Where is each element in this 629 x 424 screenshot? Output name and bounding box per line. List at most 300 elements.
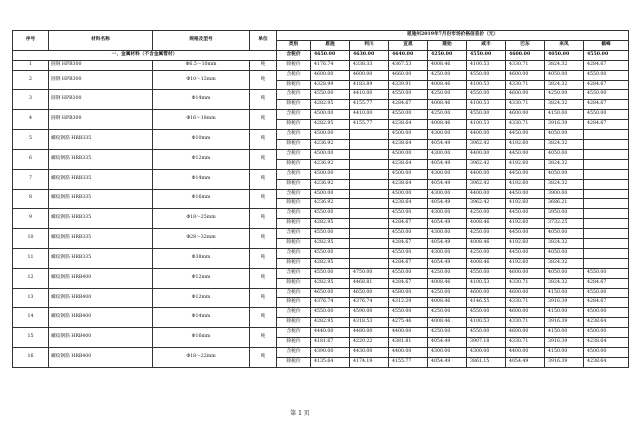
- price-cell: [350, 149, 389, 159]
- price-cell: 4282.95: [311, 120, 350, 130]
- price-cell: 4330.71: [506, 80, 545, 90]
- price-cell: 4390.00: [311, 348, 350, 358]
- price-type-label: 除税价: [277, 159, 311, 169]
- price-cell: 4400.00: [467, 169, 506, 179]
- price-cell: 4282.95: [311, 278, 350, 288]
- material-unit: 吨: [250, 60, 277, 70]
- price-cell: 4282.95: [311, 100, 350, 110]
- price-cell: 4155.77: [389, 357, 428, 367]
- price-cell: 4150.00: [545, 348, 584, 358]
- price-cell: 4284.67: [389, 239, 428, 249]
- price-cell: 4275.46: [389, 318, 428, 328]
- price-cell: 4550.00: [584, 110, 629, 120]
- material-unit: 吨: [250, 90, 277, 110]
- price-cell: 4181.67: [311, 338, 350, 348]
- row-number: 7: [13, 169, 49, 189]
- price-cell: [584, 139, 629, 149]
- material-spec: Φ14mm: [153, 169, 250, 189]
- price-type-label: 含税价: [277, 90, 311, 100]
- material-spec: Φ12mm: [153, 288, 250, 308]
- price-cell: 4155.77: [350, 120, 389, 130]
- price-type-label: 含税价: [277, 268, 311, 278]
- price-cell: 4500.00: [311, 169, 350, 179]
- price-cell: 3950.00: [545, 209, 584, 219]
- price-cell: 4450.00: [506, 149, 545, 159]
- price-cell: 4050.00: [545, 130, 584, 140]
- price-cell: 4500.00: [389, 130, 428, 140]
- price-cell: 4300.00: [428, 149, 467, 159]
- price-cell: 4146.55: [467, 298, 506, 308]
- price-cell: 4236.92: [311, 139, 350, 149]
- table-row: [13, 189, 629, 199]
- price-cell: 4100.53: [467, 100, 506, 110]
- price-cell: 4300.00: [428, 169, 467, 179]
- material-name: 螺纹钢筋 HRB335: [49, 189, 153, 209]
- price-cell: 4600.00: [506, 288, 545, 298]
- price-cell: 4300.00: [428, 189, 467, 199]
- row-number: 6: [13, 149, 49, 169]
- price-cell: 4250.00: [467, 209, 506, 219]
- price-cell: 4054.49: [428, 199, 467, 209]
- price-cell: 4400.00: [467, 130, 506, 140]
- material-spec: Φ38mm: [153, 248, 250, 268]
- material-name: 圆钢 HPB300: [49, 70, 153, 90]
- price-cell: [350, 169, 389, 179]
- price-cell: 4400.00: [467, 189, 506, 199]
- price-cell: 4050.00: [545, 268, 584, 278]
- price-cell: 4050.00: [545, 169, 584, 179]
- price-cell: 4480.00: [350, 328, 389, 338]
- material-name: 圆钢 HPB300: [49, 60, 153, 70]
- row-number: 12: [13, 268, 49, 288]
- price-type-label: 含税价: [277, 50, 311, 60]
- price-cell: 4192.60: [506, 258, 545, 268]
- material-unit: 吨: [250, 288, 277, 308]
- col-header-region: 宣恩: [389, 40, 428, 50]
- price-type-label: 含税价: [277, 189, 311, 199]
- price-cell: 4183.89: [350, 80, 389, 90]
- price-cell: 4550.00: [311, 209, 350, 219]
- price-cell: 4550.00: [584, 70, 629, 80]
- material-name: 螺纹钢筋 HRB335: [49, 229, 153, 249]
- price-cell: 3824.32: [545, 100, 584, 110]
- price-cell: 4450.00: [506, 189, 545, 199]
- price-cell: 3824.32: [545, 60, 584, 70]
- price-cell: 4550.00: [467, 90, 506, 100]
- price-cell: 4600.00: [311, 70, 350, 80]
- table-row: [13, 328, 629, 338]
- price-cell: [350, 239, 389, 249]
- price-cell: 4550.00: [389, 110, 428, 120]
- material-name: 螺纹钢筋 HRB335: [49, 130, 153, 150]
- price-cell: [584, 219, 629, 229]
- price-cell: 4250.00: [428, 50, 467, 60]
- table-row: [13, 60, 629, 70]
- material-unit: 吨: [250, 308, 277, 328]
- price-cell: [350, 229, 389, 239]
- material-name: 螺纹钢筋 HRB335: [49, 149, 153, 169]
- header-row-1: [13, 31, 629, 41]
- price-cell: 4410.00: [350, 110, 389, 120]
- price-cell: 4500.00: [389, 149, 428, 159]
- price-cell: 4450.00: [506, 248, 545, 258]
- price-cell: 3824.32: [545, 179, 584, 189]
- price-cell: 4550.00: [467, 328, 506, 338]
- price-type-label: 除税价: [277, 199, 311, 209]
- col-header-region: 恩施: [311, 40, 350, 50]
- table-row: [13, 110, 629, 120]
- price-cell: 4250.00: [545, 90, 584, 100]
- price-cell: 4600.00: [506, 268, 545, 278]
- price-cell: 4550.00: [467, 308, 506, 318]
- price-cell: 4192.60: [506, 239, 545, 249]
- price-cell: 4150.00: [545, 288, 584, 298]
- price-cell: 4284.67: [584, 100, 629, 110]
- material-name: 螺纹钢筋 HRB400: [49, 268, 153, 288]
- price-cell: 4008.46: [428, 298, 467, 308]
- price-type-label: 含税价: [277, 130, 311, 140]
- price-cell: 4284.67: [389, 100, 428, 110]
- price-cell: 4282.95: [311, 239, 350, 249]
- price-sheet: [12, 30, 611, 368]
- price-cell: 4328.99: [311, 80, 350, 90]
- price-cell: 4008.46: [428, 60, 467, 70]
- table-row: [13, 149, 629, 159]
- price-cell: 4250.00: [428, 70, 467, 80]
- price-cell: [350, 209, 389, 219]
- table-row: [13, 348, 629, 358]
- price-cell: 4238.64: [584, 338, 629, 348]
- price-type-label: 除税价: [277, 80, 311, 90]
- price-table: [12, 30, 629, 368]
- price-cell: [584, 189, 629, 199]
- price-cell: 4100.53: [467, 278, 506, 288]
- price-cell: 3824.32: [545, 159, 584, 169]
- price-cell: 4318.53: [350, 318, 389, 328]
- price-cell: 4550.00: [467, 50, 506, 60]
- price-cell: [584, 239, 629, 249]
- material-unit: 吨: [250, 268, 277, 288]
- table-row: [13, 209, 629, 219]
- price-cell: 4284.67: [584, 120, 629, 130]
- material-name: 圆钢 HPB300: [49, 90, 153, 110]
- price-cell: 4400.00: [389, 328, 428, 338]
- price-type-label: 除税价: [277, 60, 311, 70]
- material-spec: Φ10mm: [153, 130, 250, 150]
- price-cell: 4330.71: [506, 60, 545, 70]
- price-cell: 4550.00: [584, 288, 629, 298]
- price-cell: 4250.00: [428, 288, 467, 298]
- price-cell: 3824.32: [545, 239, 584, 249]
- price-cell: 3824.32: [545, 278, 584, 288]
- price-cell: 4330.71: [506, 298, 545, 308]
- price-cell: 4100.53: [467, 120, 506, 130]
- price-cell: 4430.00: [350, 348, 389, 358]
- price-cell: 4440.00: [311, 328, 350, 338]
- price-cell: 3916.39: [545, 318, 584, 328]
- price-cell: 4450.00: [506, 130, 545, 140]
- price-cell: 4300.00: [428, 209, 467, 219]
- material-spec: Φ12mm: [153, 149, 250, 169]
- material-name: 螺纹钢筋 HRB400: [49, 348, 153, 368]
- page-footer: 第 1 页: [290, 410, 310, 417]
- price-cell: [584, 209, 629, 219]
- material-spec: Φ12mm: [153, 268, 250, 288]
- price-cell: 4135.64: [311, 357, 350, 367]
- price-cell: 4550.00: [584, 50, 629, 60]
- col-header-unit: 单位: [250, 31, 277, 51]
- price-cell: 4500.00: [389, 169, 428, 179]
- price-cell: 4008.46: [428, 318, 467, 328]
- price-cell: 4050.00: [545, 70, 584, 80]
- price-cell: 4650.00: [350, 288, 389, 298]
- col-header-spec: 规格及型号: [153, 31, 250, 51]
- price-cell: 4284.67: [584, 60, 629, 70]
- table-row: [13, 288, 629, 298]
- price-cell: 4600.00: [506, 90, 545, 100]
- price-cell: [584, 258, 629, 268]
- row-number: 4: [13, 110, 49, 130]
- price-cell: 3907.18: [467, 338, 506, 348]
- price-cell: 4250.00: [467, 248, 506, 258]
- price-cell: 4450.00: [506, 229, 545, 239]
- price-cell: [350, 219, 389, 229]
- price-cell: 4284.67: [584, 278, 629, 288]
- price-cell: 4008.46: [467, 239, 506, 249]
- price-type-label: 含税价: [277, 110, 311, 120]
- price-type-label: 除税价: [277, 100, 311, 110]
- table-row: [13, 229, 629, 239]
- price-type-label: 含税价: [277, 308, 311, 318]
- price-cell: 4250.00: [428, 268, 467, 278]
- price-cell: [584, 199, 629, 209]
- price-cell: 4550.00: [389, 229, 428, 239]
- price-cell: 4590.00: [350, 308, 389, 318]
- price-cell: 4284.67: [584, 298, 629, 308]
- material-spec: Φ16mm: [153, 328, 250, 348]
- col-header-region: 建始: [428, 40, 467, 50]
- price-cell: [584, 229, 629, 239]
- price-cell: 4550.00: [389, 209, 428, 219]
- price-cell: 4410.00: [350, 90, 389, 100]
- price-cell: 4450.00: [506, 209, 545, 219]
- price-cell: 4750.00: [350, 268, 389, 278]
- material-spec: Φ6.5～10mm: [153, 60, 250, 70]
- price-cell: 4250.00: [428, 328, 467, 338]
- price-type-label: 含税价: [277, 70, 311, 80]
- col-header-region: 鹤峰: [584, 40, 629, 50]
- price-cell: 4150.00: [545, 110, 584, 120]
- material-spec: Φ16mm: [153, 189, 250, 209]
- price-cell: 3861.15: [467, 357, 506, 367]
- price-cell: 4054.49: [428, 159, 467, 169]
- row-number: 13: [13, 288, 49, 308]
- price-cell: 4330.71: [506, 100, 545, 110]
- price-cell: 4284.67: [389, 278, 428, 288]
- price-cell: 4550.00: [389, 308, 428, 318]
- material-unit: 吨: [250, 209, 277, 229]
- price-cell: 4284.67: [389, 258, 428, 268]
- col-header-seq: 序号: [13, 31, 49, 51]
- material-spec: Φ18～22mm: [153, 348, 250, 368]
- price-type-label: 含税价: [277, 229, 311, 239]
- price-cell: 4550.00: [584, 268, 629, 278]
- price-cell: 4284.67: [389, 219, 428, 229]
- price-cell: [584, 248, 629, 258]
- price-cell: [350, 199, 389, 209]
- price-cell: 4008.46: [467, 219, 506, 229]
- material-name: 螺纹钢筋 HRB400: [49, 328, 153, 348]
- price-cell: 4367.53: [389, 60, 428, 70]
- price-cell: [350, 179, 389, 189]
- price-cell: 4054.49: [428, 239, 467, 249]
- table-body: [13, 50, 629, 367]
- price-cell: 4400.00: [506, 348, 545, 358]
- price-cell: [584, 169, 629, 179]
- price-cell: 4630.00: [350, 50, 389, 60]
- material-spec: Φ10～12mm: [153, 70, 250, 90]
- material-unit: 吨: [250, 348, 277, 368]
- price-cell: [350, 130, 389, 140]
- price-cell: 4660.00: [389, 70, 428, 80]
- material-name: 螺纹钢筋 HRB400: [49, 288, 153, 308]
- price-cell: [584, 130, 629, 140]
- price-cell: 4300.00: [428, 348, 467, 358]
- table-row: [13, 70, 629, 80]
- price-cell: 4330.71: [506, 278, 545, 288]
- price-cell: 4054.49: [428, 179, 467, 189]
- price-type-label: 含税价: [277, 248, 311, 258]
- material-name: 螺纹钢筋 HRB335: [49, 209, 153, 229]
- price-cell: 4500.00: [311, 130, 350, 140]
- price-cell: 4338.33: [350, 60, 389, 70]
- price-cell: 4330.71: [506, 120, 545, 130]
- table-row: [13, 130, 629, 140]
- price-cell: 4300.00: [467, 348, 506, 358]
- price-cell: 4150.00: [545, 328, 584, 338]
- price-cell: 3962.42: [467, 199, 506, 209]
- price-cell: 4330.71: [506, 338, 545, 348]
- row-number: 2: [13, 70, 49, 90]
- price-type-label: 除税价: [277, 139, 311, 149]
- price-cell: 4100.53: [467, 80, 506, 90]
- price-cell: [584, 159, 629, 169]
- price-cell: 3962.42: [467, 159, 506, 169]
- row-number: 10: [13, 229, 49, 249]
- price-cell: 4192.60: [506, 139, 545, 149]
- price-cell: 4054.49: [506, 357, 545, 367]
- price-type-label: 除税价: [277, 239, 311, 249]
- row-number: 15: [13, 328, 49, 348]
- row-number: 5: [13, 130, 49, 150]
- price-cell: 4300.00: [428, 248, 467, 258]
- price-cell: 4550.00: [389, 248, 428, 258]
- price-cell: 4192.60: [506, 199, 545, 209]
- price-cell: 4550.00: [311, 90, 350, 100]
- price-cell: 4312.29: [389, 298, 428, 308]
- price-cell: [350, 189, 389, 199]
- row-number: 3: [13, 90, 49, 110]
- material-spec: Φ14mm: [153, 308, 250, 328]
- price-cell: 4500.00: [584, 348, 629, 358]
- material-spec: Φ16～18mm: [153, 110, 250, 130]
- material-unit: 吨: [250, 169, 277, 189]
- price-cell: 4600.00: [506, 308, 545, 318]
- material-spec: Φ18～25mm: [153, 209, 250, 229]
- row-number: 9: [13, 209, 49, 229]
- price-type-label: 含税价: [277, 288, 311, 298]
- row-number: 14: [13, 308, 49, 328]
- price-cell: 4150.00: [545, 308, 584, 318]
- category-label: 一、金属材料（不含金属管材）: [13, 50, 277, 60]
- price-cell: 4550.00: [311, 268, 350, 278]
- price-cell: 4600.00: [506, 328, 545, 338]
- table-row: [13, 248, 629, 258]
- price-cell: 4054.49: [428, 357, 467, 367]
- price-cell: 4376.74: [311, 298, 350, 308]
- price-cell: 4238.64: [389, 159, 428, 169]
- price-cell: 4050.00: [545, 229, 584, 239]
- price-cell: 4250.00: [428, 90, 467, 100]
- price-cell: 4330.71: [506, 318, 545, 328]
- price-cell: 4600.00: [506, 70, 545, 80]
- price-cell: 4250.00: [428, 110, 467, 120]
- price-cell: 4050.00: [545, 149, 584, 159]
- price-cell: 4174.19: [350, 357, 389, 367]
- material-name: 圆钢 HPB300: [49, 110, 153, 130]
- price-cell: 4376.74: [350, 298, 389, 308]
- col-header-region: 利川: [350, 40, 389, 50]
- price-cell: 4238.64: [389, 199, 428, 209]
- material-unit: 吨: [250, 149, 277, 169]
- price-cell: 3732.25: [545, 219, 584, 229]
- price-type-label: 含税价: [277, 149, 311, 159]
- col-header-name: 材料名称: [49, 31, 153, 51]
- price-cell: 4450.00: [506, 169, 545, 179]
- price-cell: 4100.53: [467, 60, 506, 70]
- price-cell: 4580.00: [389, 288, 428, 298]
- price-cell: 4054.49: [428, 139, 467, 149]
- price-cell: 4550.00: [467, 268, 506, 278]
- price-cell: 4054.49: [428, 258, 467, 268]
- price-type-label: 除税价: [277, 318, 311, 328]
- row-number: 8: [13, 189, 49, 209]
- price-type-label: 除税价: [277, 120, 311, 130]
- material-name: 螺纹钢筋 HRB400: [49, 308, 153, 328]
- price-cell: [350, 159, 389, 169]
- price-cell: 4236.92: [311, 179, 350, 189]
- row-number: 16: [13, 348, 49, 368]
- price-cell: [350, 139, 389, 149]
- price-type-label: 除税价: [277, 298, 311, 308]
- price-cell: 4054.49: [428, 338, 467, 348]
- price-cell: 4236.92: [311, 199, 350, 209]
- row-number: 1: [13, 60, 49, 70]
- col-header-region: 来凤: [545, 40, 584, 50]
- price-cell: 4550.00: [311, 229, 350, 239]
- material-spec: Φ14mm: [153, 90, 250, 110]
- col-header-region: 巴东: [506, 40, 545, 50]
- price-cell: 4238.64: [389, 139, 428, 149]
- region-title: 恩施州2019年7月份市场价格信息价（元）: [277, 31, 629, 41]
- material-unit: 吨: [250, 110, 277, 130]
- price-cell: 4500.00: [584, 328, 629, 338]
- price-cell: 4500.00: [389, 189, 428, 199]
- material-unit: 吨: [250, 248, 277, 268]
- price-cell: 4500.00: [584, 308, 629, 318]
- price-cell: 3686.21: [545, 199, 584, 209]
- price-cell: 3962.42: [467, 139, 506, 149]
